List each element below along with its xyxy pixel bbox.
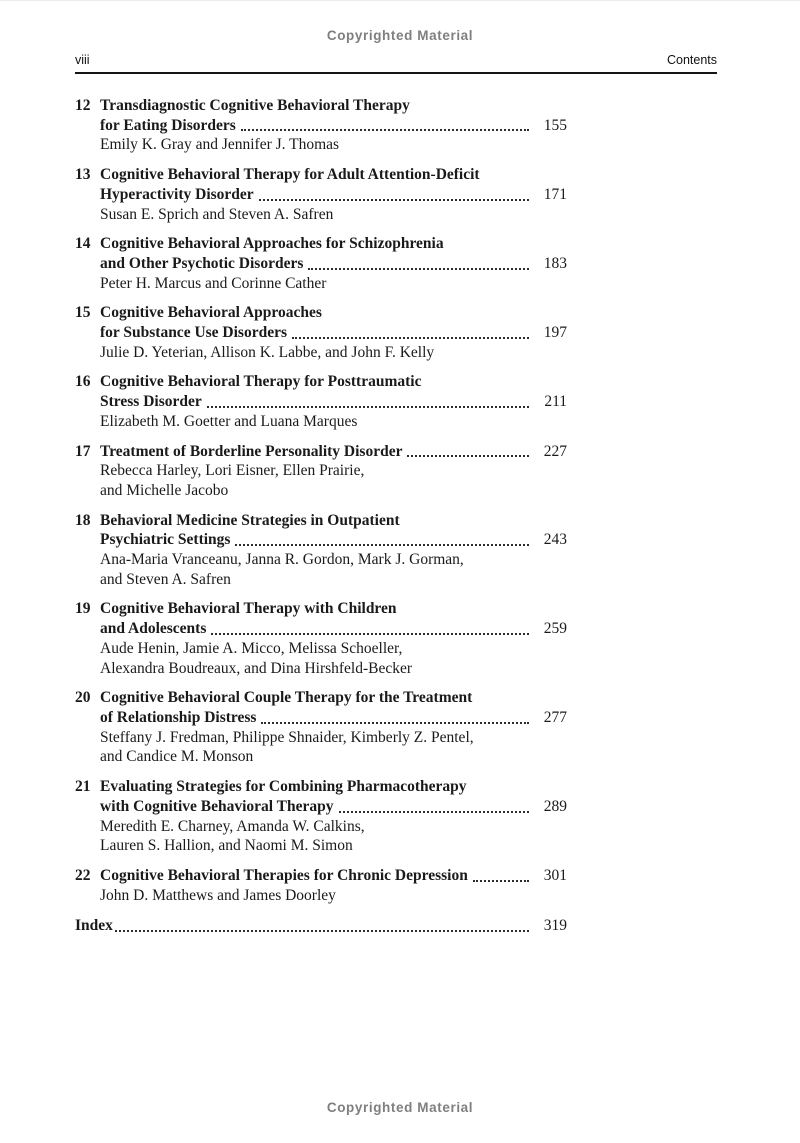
chapter-title-line: Cognitive Behavioral Approaches — [100, 304, 322, 322]
chapter-title-line: of Relationship Distress — [100, 708, 257, 726]
chapter-title-leader-row — [100, 866, 567, 886]
toc-entry — [75, 165, 567, 224]
author-line: Ana-Maria Vranceanu, Janna R. Gordon, Mark J. Gorman, — [100, 551, 464, 569]
dot-leader — [235, 544, 529, 546]
chapter-title-leader-row — [100, 323, 567, 343]
page-number: 319 — [543, 917, 567, 935]
chapter-title-line: Behavioral Medicine Strategies in Outpatient — [100, 511, 400, 529]
toc-list — [75, 96, 567, 936]
dot-leader — [292, 337, 529, 339]
page-number: 211 — [544, 393, 567, 411]
author-line: Rebecca Harley, Lori Eisner, Ellen Prairie, — [100, 462, 365, 480]
page-number: 171 — [543, 185, 567, 203]
index-label: Index — [75, 917, 113, 935]
author-line: and Steven A. Safren — [100, 570, 231, 588]
author-line: Susan E. Sprich and Steven A. Safren — [100, 205, 334, 223]
dot-leader — [259, 199, 529, 201]
chapter-title-leader-row — [100, 116, 567, 136]
chapter-title-line: Cognitive Behavioral Approaches for Schizophrenia — [100, 235, 444, 253]
chapter-number: 15 — [75, 304, 91, 322]
chapter-title-line: Cognitive Behavioral Couple Therapy for the Treatment — [100, 689, 473, 707]
author-line: and Michelle Jacobo — [100, 481, 229, 499]
page-number: 277 — [543, 708, 567, 726]
copyright-notice-top: Copyrighted Material — [326, 28, 474, 43]
dot-leader — [308, 268, 529, 270]
author-line: Julie D. Yeterian, Allison K. Labbe, and John F. Kelly — [100, 343, 435, 361]
chapter-title-line: for Eating Disorders — [100, 116, 236, 134]
toc-entry — [75, 599, 567, 678]
chapter-title-line: Treatment of Borderline Personality Disorder — [100, 442, 403, 460]
author-line: Emily K. Gray and Jennifer J. Thomas — [100, 136, 340, 154]
author-line: and Candice M. Monson — [100, 748, 254, 766]
toc-entry — [75, 234, 567, 293]
toc-entry — [75, 303, 567, 362]
chapter-number: 17 — [75, 442, 91, 460]
toc-entry — [75, 866, 567, 905]
copyright-notice-bottom: Copyrighted Material — [326, 1100, 474, 1115]
chapter-number: 20 — [75, 689, 91, 707]
chapter-title-leader-row — [100, 185, 567, 205]
chapter-title-line: with Cognitive Behavioral Therapy — [100, 797, 334, 815]
chapter-number: 14 — [75, 235, 91, 253]
chapter-title-line: and Adolescents — [100, 620, 207, 638]
chapter-title-leader-row — [100, 708, 567, 728]
page-number: 243 — [543, 531, 567, 549]
page-number: 289 — [543, 797, 567, 815]
author-line: Aude Henin, Jamie A. Micco, Melissa Schoeller, — [100, 639, 403, 657]
chapter-number: 21 — [75, 778, 91, 796]
page-number: 301 — [543, 866, 567, 884]
toc-entry — [75, 372, 567, 431]
page-number: 259 — [543, 620, 567, 638]
dot-leader — [339, 811, 529, 813]
page-number: 197 — [543, 324, 567, 342]
chapter-title-line: Cognitive Behavioral Therapies for Chronic Depression — [100, 866, 468, 884]
dot-leader — [241, 129, 529, 131]
dot-leader — [473, 880, 529, 882]
chapter-title-line: Hyperactivity Disorder — [100, 185, 254, 203]
toc-entry — [75, 96, 567, 155]
page-number: 227 — [543, 442, 567, 460]
chapter-title-line: Transdiagnostic Cognitive Behavioral Therapy — [100, 97, 410, 114]
author-line: Lauren S. Hallion, and Naomi M. Simon — [100, 837, 353, 855]
chapter-number: 18 — [75, 511, 91, 529]
running-header — [75, 53, 717, 74]
chapter-title-leader-row — [100, 530, 567, 550]
chapter-number: 22 — [75, 866, 91, 884]
chapter-title-line: Cognitive Behavioral Therapy for Posttraumatic — [100, 373, 422, 391]
toc-entry — [75, 511, 567, 590]
chapter-title-line: Cognitive Behavioral Therapy with Children — [100, 600, 397, 618]
index-entry — [75, 916, 567, 936]
toc-entry — [75, 688, 567, 767]
chapter-number: 12 — [75, 97, 91, 114]
dot-leader — [207, 406, 529, 408]
chapter-title-line: Stress Disorder — [100, 393, 202, 411]
chapter-title-leader-row — [100, 619, 567, 639]
chapter-title-line: and Other Psychotic Disorders — [100, 254, 304, 272]
chapter-title-leader-row — [100, 254, 567, 274]
page-number: 155 — [543, 116, 567, 134]
chapter-title-leader-row — [100, 797, 567, 817]
author-line: Alexandra Boudreaux, and Dina Hirshfeld-Becker — [100, 659, 413, 677]
author-line: Elizabeth M. Goetter and Luana Marques — [100, 412, 358, 430]
chapter-title-line: for Substance Use Disorders — [100, 324, 287, 342]
chapter-title-line: Cognitive Behavioral Therapy for Adult Attention-Deficit — [100, 166, 480, 184]
chapter-title-leader-row — [100, 392, 567, 412]
dot-leader — [115, 930, 529, 932]
toc-entry — [75, 442, 567, 501]
folio-page-number: viii — [75, 53, 90, 67]
chapter-number: 19 — [75, 600, 91, 618]
dot-leader — [261, 722, 529, 724]
dot-leader — [407, 455, 529, 457]
running-head-title: Contents — [666, 53, 717, 67]
chapter-title-line: Psychiatric Settings — [100, 531, 231, 549]
chapter-number: 16 — [75, 373, 91, 391]
author-line: Meredith E. Charney, Amanda W. Calkins, — [100, 817, 365, 835]
author-line: John D. Matthews and James Doorley — [100, 886, 336, 904]
dot-leader — [211, 633, 529, 635]
page-number: 183 — [543, 254, 567, 272]
chapter-title-line: Evaluating Strategies for Combining Pharmacotherapy — [100, 778, 467, 796]
author-line: Steffany J. Fredman, Philippe Shnaider, Kimberly Z. Pentel, — [100, 728, 474, 746]
chapter-title-leader-row — [100, 442, 567, 462]
toc-entry — [75, 777, 567, 856]
author-line: Peter H. Marcus and Corinne Cather — [100, 274, 327, 292]
chapter-number: 13 — [75, 166, 91, 184]
